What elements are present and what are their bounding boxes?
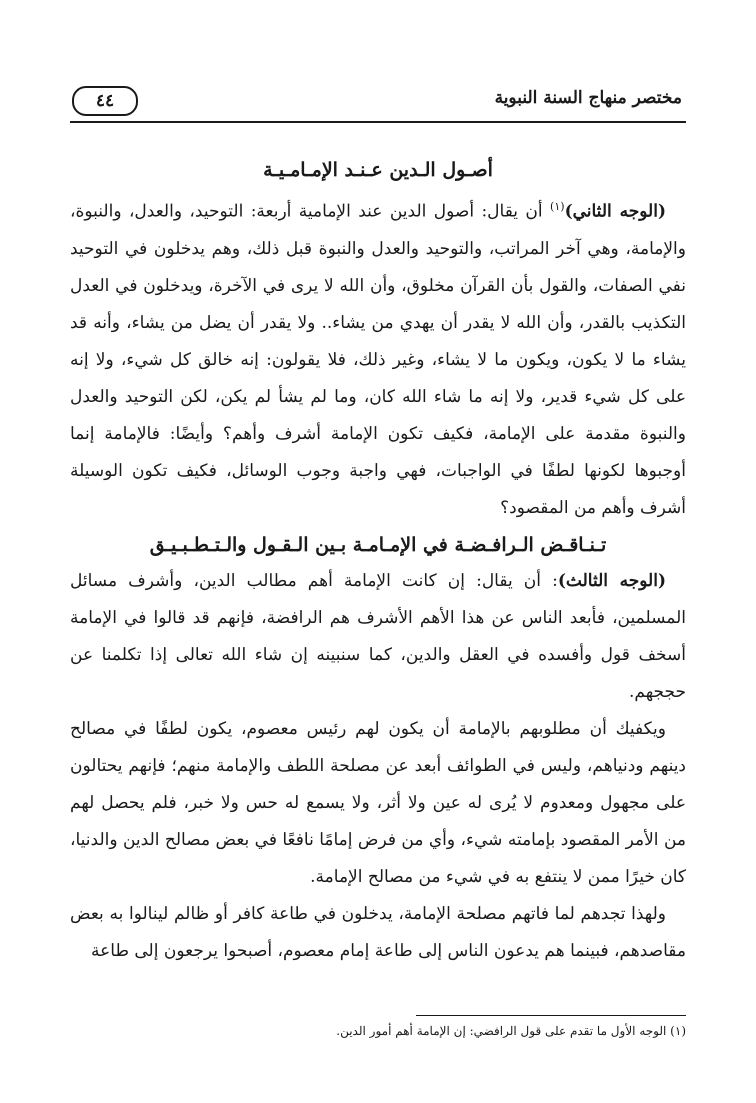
header-rule <box>70 121 686 123</box>
paragraph: ويكفيك أن مطلوبهم بالإمامة أن يكون لهم رئيس معصوم، يكون لطفًا في مصالح دينهم ودنياهم، وليس في الطوائف أبعد عن مصلحة اللطف والإمامة منهم؛ فإنهم يحتالون على مجهول ومعدوم لا يُرى له عين ولا أثر، ولا يسمع له حس ولا خبر، فلم يحصل لهم من الأمر المقصود بإمامته شيء، وأي من فرض إمامًا نافعًا في بعض مصالح الدين والدنيا، كان خيرًا ممن لا ينتفع به في شيء من مصالح الإمامة. <box>70 718 686 887</box>
footnote-marker: (١) <box>550 200 565 213</box>
section-heading: تـنـاقـض الـرافـضـة في الإمـامـة بـين الـقـول والـتـطـبـيـق <box>149 533 607 556</box>
running-title: مختصر منهاج السنة النبوية <box>494 88 682 108</box>
paragraph <box>70 188 686 527</box>
footnote-rule <box>416 1015 686 1016</box>
paragraph-label: (الوجه الثالث) <box>557 570 666 591</box>
page-header <box>70 80 686 120</box>
section-heading: أصـول الـدين عـنـد الإمـامـيـة <box>263 159 493 181</box>
paragraph-text: : أن يقال: إن كانت الإمامة أهم مطالب الدين، وأشرف مسائل المسلمين، فأبعد الناس عن هذا الأهم الأشرف هم الرافضة، فإنهم قد قالوا في الإمامة أسخف قول وأفسده في العقل والدين، كما سنبينه إن شاء الله تعالى إذا تكلمنا عن حججهم. <box>70 570 686 702</box>
paragraph-text: أن يقال: أصول الدين عند الإمامية أربعة: التوحيد، والعدل، والنبوة، والإمامة، وهي آخر المراتب، والتوحيد والعدل والنبوة قبل ذلك، وهم يدخلون في التوحيد نفي الصفات، والقول بأن القرآن مخلوق، وأن الله لا يرى في الآخرة، ويدخلون في العدل التكذيب بالقدر، وأن الله لا يقدر أن يهدي من يشاء.. ولا يقدر أن يضل من يشاء، وأنه قد يشاء ما لا يكون، ويكون ما لا يشاء، وغير ذلك، فلا يقولون: إنه خالق كل شيء، ولا إنه على كل شيء قدير، ولا إنه ما شاء الله كان، وما لم يشأ لم يكن، لكن التوحيد والعدل والنبوة مقدمة على الإمامة، فكيف تكون الإمامة أشرف وأهم؟ وأيضًا: فالإمامة إنما أوجبوها لكونها لطفًا في الواجبات، فهي واجبة وجوب الوسائل، فكيف تكون الوسيلة أشرف وأهم من المقصود؟ <box>70 201 686 518</box>
paragraph <box>70 563 686 711</box>
footnote: (١) الوجه الأول ما تقدم على قول الرافضي: إن الإمامة أهم أمور الدين. <box>336 1024 686 1038</box>
body-text <box>70 152 686 970</box>
paragraph-label: (الوجه الثاني) <box>564 201 666 222</box>
page-number: ٤٤ <box>72 86 138 116</box>
paragraph: ولهذا تجدهم لما فاتهم مصلحة الإمامة، يدخلون في طاعة كافر أو ظالم لينالوا به بعض مقاصدهم، فبينما هم يدعون الناس إلى طاعة إمام معصوم، أصبحوا يرجعون إلى طاعة <box>70 903 686 961</box>
